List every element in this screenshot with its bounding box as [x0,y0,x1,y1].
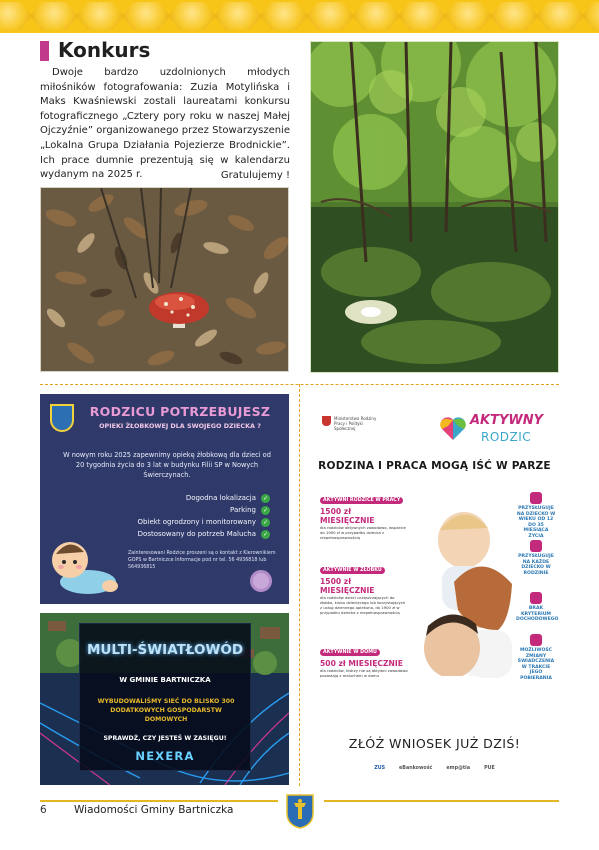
hexagon-cell [0,2,32,30]
nursery-feature-label: Parking [230,506,256,514]
partner-logos [310,766,559,771]
pacifier-icon [250,570,272,592]
footer-line-right [324,800,559,802]
nursery-body: W nowym roku 2025 zapewnimy opiekę żłobkową dla dzieci od 20 tygodnia życia do 3 lat w budynku Filii SP w Nowych Świerczynach. [63,451,271,479]
benefit-feature [516,492,556,539]
hexagon-cell [260,2,308,30]
nursery-feature-label: Dogodna lokalizacja [185,494,256,502]
benefit-feature [516,592,559,623]
page-number: 6 [40,804,47,816]
benefit-block-home [320,638,408,678]
nexera-logo: NEXERA [135,749,195,763]
forest-pond-photo [310,41,559,373]
brand-line-1: AKTYWNY [470,413,544,428]
article-title: Konkurs [58,38,151,62]
puzzle-heart-icon [439,414,467,442]
benefit-feature-text: PRZYSŁUGUJE NA KAŻDE DZIECKO W RODZINIE [518,554,554,576]
benefit-block-work [320,486,408,540]
benefit-amount: 1500 zł MIESIĘCZNIE [320,507,375,525]
aktywny-rodzic-poster [310,394,559,786]
benefit-amount: 1500 zł MIESIĘCZNIE [320,577,375,595]
hexagon-cell [214,2,262,30]
benefit-feature [516,540,556,576]
hexagon-cell [490,2,538,30]
nursery-feature [100,516,270,528]
ministry-name: Ministerstwo Rodziny Pracy i Polityki Społecznej [334,416,377,431]
family-illustration [402,480,520,708]
benefit-feature-text: PRZYSŁUGUJE NA DZIECKO W WIEKU OD 12 DO 35 MIESIĄCA ŻYCIA [516,506,556,539]
hexagon-cell [306,2,354,30]
nursery-feature [100,492,270,504]
pue-logo: PUE [484,766,495,771]
title-accent-bar [40,41,49,61]
benefit-block-nursery [320,556,408,615]
family-icon [530,540,542,552]
nursery-feature [100,528,270,540]
nursery-subtitle: OPIEKI ŻŁOBKOWEJ DLA SWOJEGO DZIECKA ? [99,422,261,430]
benefit-tag: AKTYWNI RODZICE W PRACY [320,497,403,504]
apply-cta: ZŁÓŻ WNIOSEK JUŻ DZIŚ! [348,736,521,751]
hexagon-cell [76,2,124,30]
nursery-feature-label: Dostosowany do potrzeb Malucha [137,530,256,538]
check-icon: ✓ [262,494,269,502]
fiber-title: MULTI-ŚWIATŁOWÓD [86,642,244,658]
publication-name: Wiadomości Gminy Bartniczka [74,804,234,816]
benefit-tag: AKTYWNIE W ŻŁOBKU [320,567,385,574]
emptia-logo: emp@tia [446,766,471,771]
honeycomb-header [0,0,599,33]
benefit-amount: 500 zł MIESIĘCZNIE [320,659,403,668]
fiber-body: WYBUDOWALIŚMY SIEĆ DO BLISKO 300 DODATKOWYCH GOSPODARSTW DOMOWYCH [97,698,235,723]
fiber-text-box [79,623,251,771]
nursery-poster [40,394,289,604]
nursery-features [100,492,270,540]
calendar-icon [530,492,542,504]
brand-line-2: RODZIC [481,430,532,444]
benefit-feature-text: BRAK KRYTERIUM DOCHODOWEGO [516,606,559,622]
hexagon-cell [582,2,599,30]
check-icon: ✓ [262,518,269,526]
hexagon-cell [536,2,584,30]
benefit-text: dla rodziców, którzy nie są aktywni zawodowo pozostają z maluchem w domu [320,668,408,678]
mushroom-photo [40,187,289,372]
article-body: Dwoje bardzo uzdolnionych młodych miłośników fotografowania: Zuzia Motylińska i Maks Kwaśniewski zostali laureatami konkursu fotograficznego „Cztery pory roku w naszej Małej Ojczyźnie” organizowanego przez Stowarzyszenie „Lokalna Grupa Działania Pojezierze Brodnickie”. Ich prace dumnie prezentują się w kalendarzu wydanym na 2025 r. [40,67,290,181]
benefit-feature [516,634,556,681]
fiber-poster [40,613,289,785]
benefit-text: dla rodziców aktywnych zawodowo, wsparcie do 1900 zł w przypadku dziecka z niepełnosprawnością [320,525,406,540]
check-icon: ✓ [262,506,269,514]
hexagon-cell [122,2,170,30]
benefit-feature-text: MOŻLIWOŚĆ ZMIANY ŚWIADCZENIA W TRAKCIE JEGO POBIERANIA [517,648,555,681]
benefit-tag: AKTYWNIE W DOMU [320,649,380,656]
nursery-feature [100,504,270,516]
aktywny-headline: RODZINA I PRACA MOGĄ IŚĆ W PARZE [318,460,551,472]
commune-emblem-icon [50,404,74,432]
check-icon: ✓ [262,530,269,538]
hexagon-cell [168,2,216,30]
ebankowosc-logo: eBankowość [399,766,433,771]
zus-logo: ZUS [374,766,386,771]
hexagon-cell [30,2,78,30]
hexagon-cell [398,2,446,30]
nursery-feature-label: Obiekt ogrodzony i monitorowany [137,518,256,526]
nursery-contact: Zainteresowani Rodzice proszeni są o kontakt z Kierownikiem GOPS w Bartniczce Informacje pod nr tel. 56 4936818 lub 564936815 [128,551,276,570]
income-icon [530,592,542,604]
hexagon-cell [444,2,492,30]
fiber-check: SPRAWDŹ, CZY JESTEŚ W ZASIĘGU! [103,735,227,742]
article-closing: Gratulujemy ! [220,170,290,181]
hexagon-cell [352,2,400,30]
commune-coat-of-arms-icon [285,793,315,829]
baby-illustration [48,534,122,598]
fiber-subtitle: W GMINIE BARTNICZKA [119,676,211,684]
change-icon [530,634,542,646]
footer-line-left [40,800,278,802]
vertical-separator [299,384,300,786]
benefit-text: dla rodziców dzieci uczęszczających do żłobka, klubu dziecięcego lub korzystających z usług dziennego opiekuna, do 1900 zł w przypadku dziecka z niepełnosprawnością [320,595,406,615]
nursery-title: RODZICU POTRZEBUJESZ [89,404,271,419]
